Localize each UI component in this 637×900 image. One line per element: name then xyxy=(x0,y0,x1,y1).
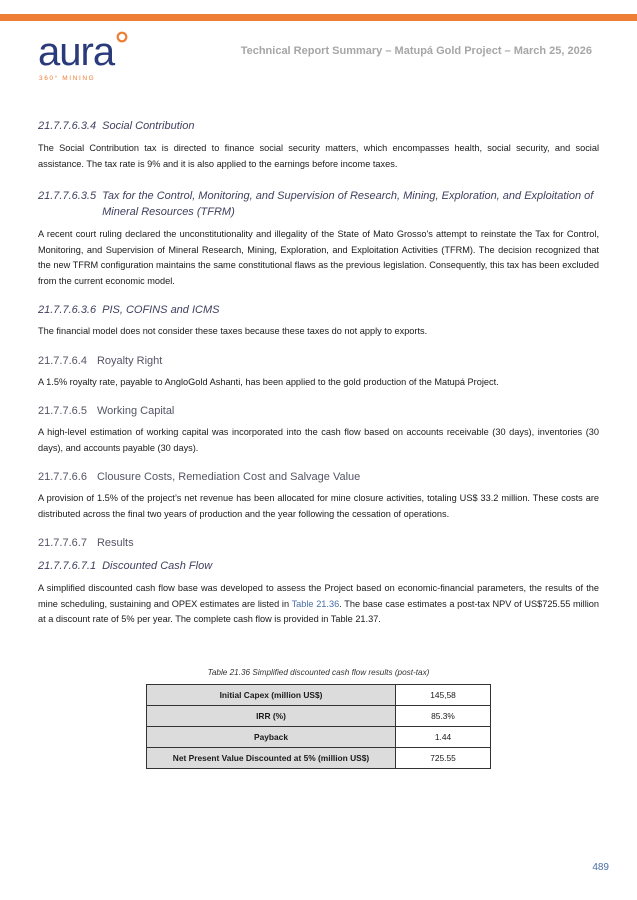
company-logo xyxy=(38,26,148,86)
paragraph-pis-cofins-icms: The financial model does not consider these taxes because these taxes do not apply to exports. xyxy=(38,326,428,336)
report-header-title: Technical Report Summary – Matupá Gold Project – March 25, 2026 xyxy=(240,45,592,57)
row-label: Net Present Value Discounted at 5% (million US$) xyxy=(147,747,396,768)
section-number: 21.7.7.6.3.4 xyxy=(38,120,97,132)
paragraph-closure-costs: A provision of 1.5% of the project’s net revenue has been allocated for mine closure activities, totaling US$ 33.2 million. These costs are distributed across the final two years of production and the year following the cessation of operations. xyxy=(38,493,599,519)
section-title: PIS, COFINS and ICMS xyxy=(102,304,220,316)
logo-tagline: 360° MINING xyxy=(39,75,96,82)
section-number: 21.7.7.6.7 xyxy=(38,537,87,549)
row-value: 725.55 xyxy=(396,747,491,768)
heading-working-capital xyxy=(38,405,599,417)
heading-royalty-right xyxy=(38,355,599,367)
section-title: Discounted Cash Flow xyxy=(102,560,213,572)
row-label: Payback xyxy=(147,726,396,747)
paragraph-tfrm: A recent court ruling declared the unconstitutionality and illegality of the State of Mato Grosso's attempt to reinstate the Tax for Control, Monitoring, and Supervision of Mineral Research, Mining, Exploration, and Exploitation Activities (TFRM). The decision recognized that the new TFRM configuration maintains the same constitutional flaws as the previous legislation. Consequently, this tax has been excluded from the current economic model. xyxy=(38,229,599,286)
page-content xyxy=(38,118,599,769)
section-number: 21.7.7.6.7.1 xyxy=(38,560,97,572)
page-number: 489 xyxy=(592,862,609,873)
row-value: 85.3% xyxy=(396,705,491,726)
table-row xyxy=(147,705,491,726)
heading-results xyxy=(38,537,599,549)
table-row xyxy=(147,726,491,747)
paragraph-social-contribution: The Social Contribution tax is directed to finance social security matters, which encompasses health, social security, and social assistance. The tax rate is 9% and it is also applied to the earnings before income taxes. xyxy=(38,143,599,169)
heading-closure-costs xyxy=(38,471,599,483)
paragraph-text: A simplified discounted cash flow base was developed to assess the Project based on economic-financial parameters, the results of the mine scheduling, sustaining and OPEX estimates are listed in xyxy=(38,583,599,609)
table-caption: Table 21.36 Simplified discounted cash flow results (post-tax) xyxy=(207,667,430,677)
section-number: 21.7.7.6.6 xyxy=(38,471,87,483)
row-value: 1.44 xyxy=(396,726,491,747)
paragraph-royalty-right: A 1.5% royalty rate, payable to AngloGold Ashanti, has been applied to the gold production of the Matupá Project. xyxy=(38,376,499,387)
table-reference-link[interactable]: Table 21.36 xyxy=(291,598,340,609)
heading-social-contribution xyxy=(38,120,599,132)
heading-tfrm xyxy=(38,188,599,220)
row-value: 145,58 xyxy=(396,684,491,705)
section-number: 21.7.7.6.3.6 xyxy=(38,304,97,316)
results-table xyxy=(146,684,491,769)
table-row xyxy=(147,747,491,768)
paragraph-discounted-cash-flow xyxy=(38,581,599,628)
section-title: Tax for the Control, Monitoring, and Supervision of Research, Mining, Exploration, and Exploitation of Mineral Resources (TFRM) xyxy=(102,190,594,218)
paragraph-working-capital: A high-level estimation of working capital was incorporated into the cash flow based on accounts receivable (30 days), inventories (30 days), and accounts payable (30 days). xyxy=(38,427,599,453)
paragraph-text: . The base case estimates a post-tax NPV of US$725.55 million at a discount rate of 5% per year. The complete cash flow is provided in Table 21.37. xyxy=(38,598,600,624)
logo-wordmark: aura xyxy=(38,30,115,74)
heading-discounted-cash-flow xyxy=(38,560,599,572)
section-title: Social Contribution xyxy=(102,120,195,132)
section-number: 21.7.7.6.5 xyxy=(38,405,87,417)
logo-ring-icon xyxy=(116,31,128,43)
section-title: Working Capital xyxy=(96,405,175,417)
row-label: IRR (%) xyxy=(147,705,396,726)
table-row xyxy=(147,684,491,705)
section-number: 21.7.7.6.3.5 xyxy=(38,190,97,202)
section-title: Royalty Right xyxy=(96,354,163,367)
section-title: Clousure Costs, Remediation Cost and Salvage Value xyxy=(96,471,361,483)
section-title: Results xyxy=(96,537,134,549)
section-number: 21.7.7.6.4 xyxy=(38,354,87,367)
row-label: Initial Capex (million US$) xyxy=(147,684,396,705)
header-accent-bar xyxy=(0,14,637,21)
heading-pis-cofins-icms xyxy=(38,304,599,316)
